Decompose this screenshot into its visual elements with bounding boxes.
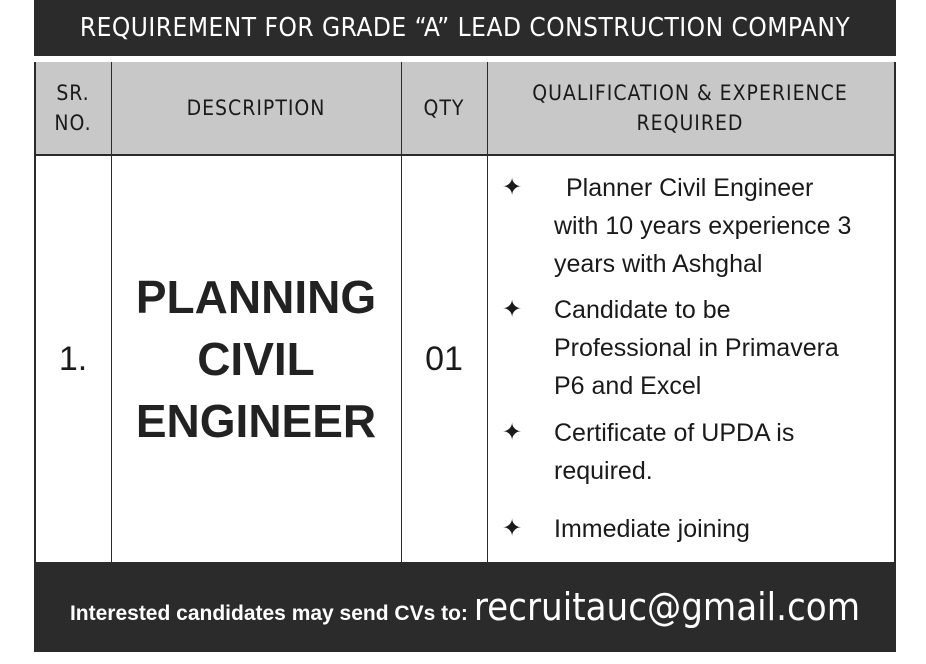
requirement-line: Immediate joining (554, 515, 750, 543)
row-sr-no (36, 156, 110, 562)
row-description (112, 156, 400, 562)
ad-title: REQUIREMENT FOR GRADE “A” LEAD CONSTRUCTION COMPANY (79, 13, 851, 43)
header-qualification-line2: REQUIRED (636, 111, 744, 135)
header-description-label: DESCRIPTION (186, 96, 326, 120)
requirement-line: with 10 years experience 3 (554, 212, 852, 240)
header-qty-label: QTY (423, 96, 465, 120)
header-qty (402, 62, 486, 154)
sr-value: 1. (58, 339, 88, 378)
four-pointed-star-icon: ✦ (502, 515, 523, 542)
requirement-line: P6 and Excel (554, 372, 702, 400)
footer-banner (34, 562, 896, 652)
header-sr-line2: NO. (54, 111, 92, 135)
header-description (112, 62, 400, 154)
requirements-list (488, 156, 892, 562)
requirement-text (566, 169, 896, 207)
requirement-line: years with Ashghal (554, 250, 763, 278)
header-sr-line1: SR. (56, 81, 90, 105)
job-title-line2: CIVIL (197, 333, 315, 385)
requirement-line: required. (554, 457, 653, 485)
row-qty (402, 156, 486, 562)
four-pointed-star-icon: ✦ (502, 296, 523, 323)
requirement-line: Professional in Primavera (554, 334, 839, 362)
header-qualification-line1: QUALIFICATION & EXPERIENCE (532, 81, 848, 105)
table-header-row (36, 62, 894, 156)
requirement-text (554, 291, 884, 405)
header-sr-no (36, 62, 110, 154)
four-pointed-star-icon: ✦ (502, 174, 523, 201)
requirement-text (554, 510, 884, 548)
requirement-text (554, 414, 884, 490)
title-banner (34, 0, 896, 56)
requirement-line: Planner Civil Engineer (566, 174, 814, 202)
contact-email: recruitauc@gmail.com (473, 585, 861, 629)
requirement-text (554, 207, 884, 283)
qty-value: 01 (425, 339, 463, 378)
four-pointed-star-icon: ✦ (502, 419, 523, 446)
requirement-line: Certificate of UPDA is (554, 419, 795, 447)
job-title-line3: ENGINEER (135, 395, 377, 447)
requirement-line: Candidate to be (554, 296, 731, 324)
header-qualification (488, 62, 892, 154)
requirements-table (34, 62, 896, 562)
job-title-line1: PLANNING (135, 271, 377, 323)
footer-lead-text: Interested candidates may send CVs to: (69, 602, 468, 625)
job-advertisement (34, 0, 896, 652)
